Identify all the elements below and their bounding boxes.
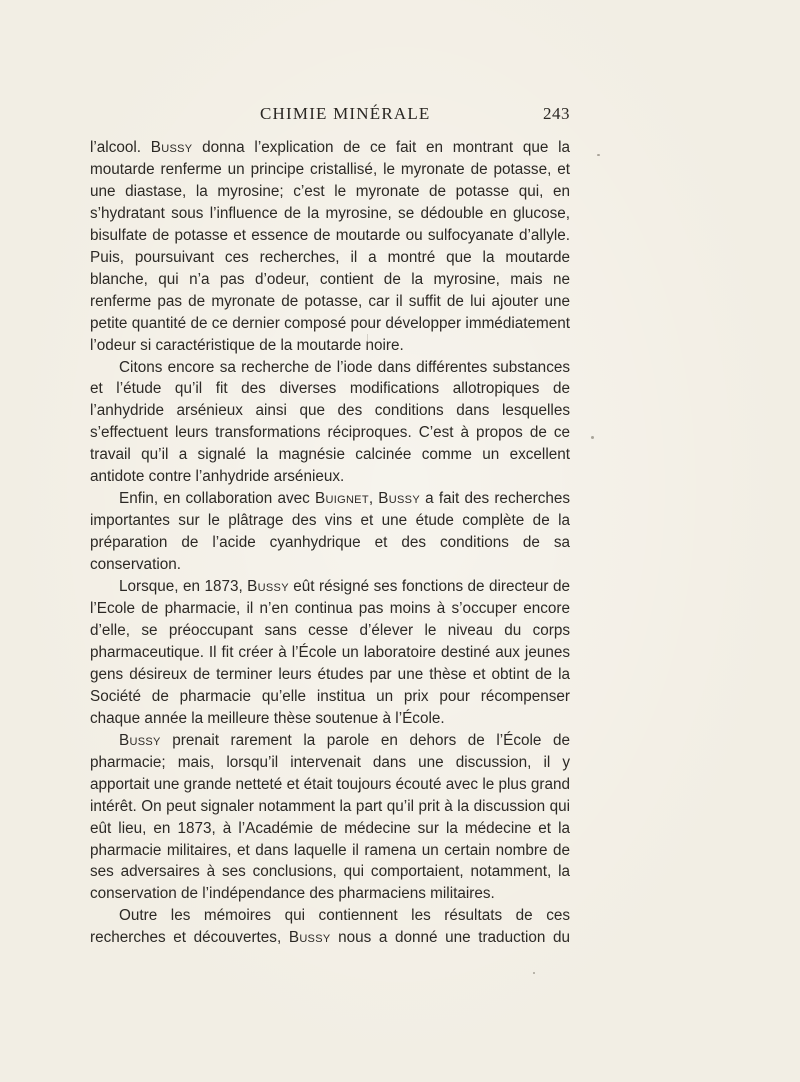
paragraph-text: donna l’explication de ce fait en montrant que la moutarde renferme un principe cristallisé, le myronate de potasse, et une diastase, la myrosine; c’est le myronate de potasse qui, en s’hydratant sous l’influence de la myrosine, se dédouble en glucose, bisulfate de potasse et essence de moutarde ou sulfocyanate d’allyle. Puis, poursuivant ces recherches, il a montré que la moutarde blanche, qui n’a pas d’odeur, contient de la myrosine, mais ne renferme pas de myronate de potasse, car il suffit de lui ajouter une petite quantité de ce dernier composé pour développer immédiatement l’odeur si caractéristique de la moutarde noire.	[90, 139, 571, 354]
paragraph-text: a fait des recherches importantes sur le plâtrage des vins et une étude complète de la préparation de l’acide cyanhydrique et des conditions de sa conservation.	[90, 490, 571, 574]
paragraph	[90, 488, 570, 576]
person-name: Bussy	[247, 578, 289, 596]
paragraph-text: Citons encore sa recherche de l’iode dans différentes substances et l’étude qu’il fit des diverses modifications allotropiques de l’anhydride arsénieux ainsi que des conditions dans lesquelles s’effectuent leurs transformations réciproques. C’est à propos de ce travail qu’il a signalé la magnésie calcinée comme un excellent antidote contre l’anhydride arsénieux.	[90, 358, 570, 486]
paragraph	[90, 730, 570, 906]
paragraph	[90, 137, 570, 357]
paragraph	[90, 905, 570, 949]
paragraph-text: l’alcool.	[90, 139, 151, 156]
paragraph-text: ,	[368, 490, 379, 508]
person-name: Bussy	[150, 139, 193, 156]
person-name: Buignet	[314, 490, 369, 508]
paragraph	[90, 576, 570, 730]
running-title: CHIMIE MINÉRALE	[260, 104, 431, 123]
paragraph	[90, 357, 570, 489]
paper-speck	[533, 972, 535, 974]
paper-speck	[591, 436, 594, 439]
running-header	[90, 104, 570, 128]
person-name: Bussy	[119, 731, 161, 749]
paragraph-text: Lorsque, en 1873,	[119, 578, 248, 596]
paragraph-text: eût résigné ses fonctions de directeur de l’Ecole de pharmacie, il n’en continua pas moins à s’occuper encore d’elle, se préoccupant sans cesse d’élever le niveau du corps pharmaceutique. Il fit créer à l’École un laboratoire destiné aux jeunes gens désireux de terminer leurs études par une thèse et obtint de la Société de pharmacie qu’elle institua un prix pour récompenser chaque année la meilleure thèse soutenue à l’École.	[90, 578, 570, 727]
paragraph-text: prenait rarement la parole en dehors de l’École de pharmacie; mais, lorsqu’il intervenait dans une discussion, il y apportait une grande netteté et était toujours écouté avec le plus grand intérêt. On peut signaler notamment la part qu’il prit à la discussion qui eût lieu, en 1873, à l’Académie de médecine sur la médecine et la pharmacie militaires, et dans laquelle il ramena un certain nombre de ses adversaires à ses conclusions, qui comportaient, notamment, la conservation de l’indépendance des pharmaciens militaires.	[90, 731, 570, 903]
paragraph-text: Enfin, en collaboration avec	[119, 490, 315, 508]
paper-speck	[367, 334, 368, 346]
page-number: 243	[543, 104, 570, 123]
body-text	[90, 137, 570, 949]
paper-speck	[597, 154, 600, 156]
person-name: Bussy	[288, 929, 331, 947]
person-name: Bussy	[378, 490, 420, 508]
paragraph-text: nous a donné une traduction du	[330, 929, 570, 947]
paragraph-text: Outre les mémoires qui contiennent les résultats de ces recherches et découvertes,	[90, 907, 570, 947]
